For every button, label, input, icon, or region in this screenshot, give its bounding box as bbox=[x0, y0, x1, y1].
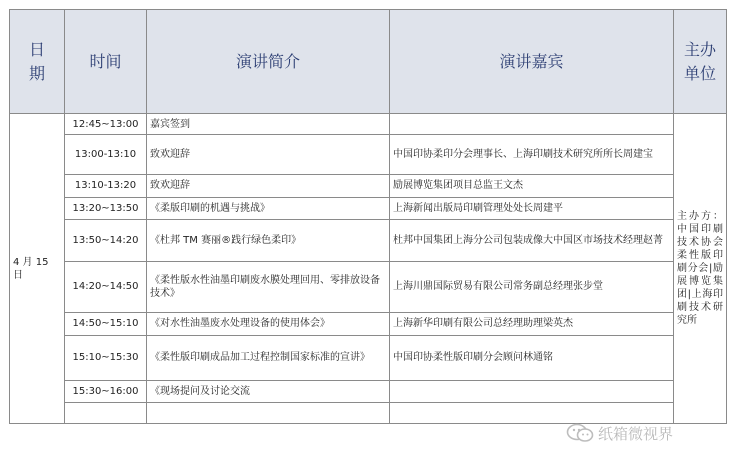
header-speaker bbox=[390, 10, 674, 114]
watermark bbox=[566, 421, 673, 445]
topic-cell: 《现场提问及讨论交流 bbox=[147, 380, 390, 402]
header-topic bbox=[147, 10, 390, 114]
topic-cell: 《杜邦 TM 赛丽®践行绿色柔印》 bbox=[147, 220, 390, 262]
topic-cell: 《柔版印刷的机遇与挑战》 bbox=[147, 198, 390, 220]
speaker-cell: 上海川鼎国际贸易有限公司常务副总经理张步堂 bbox=[390, 262, 674, 312]
speaker-cell: 上海新闻出版局印刷管理处处长周建平 bbox=[390, 198, 674, 220]
topic-cell: 嘉宾签到 bbox=[147, 114, 390, 135]
time-cell: 14:20~14:50 bbox=[65, 262, 147, 312]
table-row bbox=[10, 174, 727, 197]
header-time-text: 时间 bbox=[89, 51, 122, 71]
time-cell: 15:10~15:30 bbox=[65, 335, 147, 380]
speaker-cell: 中国印协柔性版印刷分会顾问林通铭 bbox=[390, 335, 674, 380]
time-cell bbox=[65, 402, 147, 423]
time-cell: 13:50~14:20 bbox=[65, 220, 147, 262]
speaker-cell bbox=[390, 114, 674, 135]
topic-cell: 致欢迎辞 bbox=[147, 135, 390, 175]
table-row bbox=[10, 380, 727, 402]
topic-cell: 《对水性油墨废水处理设备的使用体会》 bbox=[147, 312, 390, 335]
time-cell: 12:45~13:00 bbox=[65, 114, 147, 135]
speaker-cell: 杜邦中国集团上海分公司包装成像大中国区市场技术经理赵菁 bbox=[390, 220, 674, 262]
header-host-text: 主办 单位 bbox=[683, 39, 716, 83]
host-cell: 主办方：中国印刷技术协会柔性版印刷分会|励展博览集团|上海印刷技术研究所 bbox=[674, 114, 727, 424]
table-row bbox=[10, 262, 727, 312]
header-host bbox=[674, 10, 727, 114]
time-cell: 14:50~15:10 bbox=[65, 312, 147, 335]
schedule-table bbox=[9, 9, 727, 424]
table-row bbox=[10, 198, 727, 220]
speaker-cell: 中国印协柔印分会理事长、上海印刷技术研究所所长周建宝 bbox=[390, 135, 674, 175]
table-row bbox=[10, 220, 727, 262]
topic-cell bbox=[147, 402, 390, 423]
header-speaker-text: 演讲嘉宾 bbox=[499, 51, 564, 71]
time-cell: 13:20~13:50 bbox=[65, 198, 147, 220]
topic-cell: 致欢迎辞 bbox=[147, 174, 390, 197]
header-topic-text: 演讲简介 bbox=[235, 51, 300, 71]
topic-cell: 《柔性版水性油墨印刷废水膜处理回用、零排放设备技术》 bbox=[147, 262, 390, 312]
speaker-cell bbox=[390, 380, 674, 402]
time-cell: 15:30~16:00 bbox=[65, 380, 147, 402]
time-cell: 13:10-13:20 bbox=[65, 174, 147, 197]
time-cell: 13:00-13:10 bbox=[65, 135, 147, 175]
date-cell: 4 月 15 日 bbox=[10, 114, 65, 424]
table-row bbox=[10, 135, 727, 175]
table-row bbox=[10, 114, 727, 135]
topic-cell: 《柔性版印刷成品加工过程控制国家标准的宣讲》 bbox=[147, 335, 390, 380]
speaker-cell: 励展博览集团项目总监王文杰 bbox=[390, 174, 674, 197]
header-date-text: 日 期 bbox=[28, 39, 45, 83]
header-date bbox=[10, 10, 65, 114]
header-time bbox=[65, 10, 147, 114]
watermark-text: 纸箱微视界 bbox=[598, 424, 674, 443]
speaker-cell: 上海新华印刷有限公司总经理助理梁英杰 bbox=[390, 312, 674, 335]
table-row bbox=[10, 335, 727, 380]
header-row bbox=[10, 10, 727, 114]
wechat-icon bbox=[566, 423, 594, 443]
table-row bbox=[10, 312, 727, 335]
